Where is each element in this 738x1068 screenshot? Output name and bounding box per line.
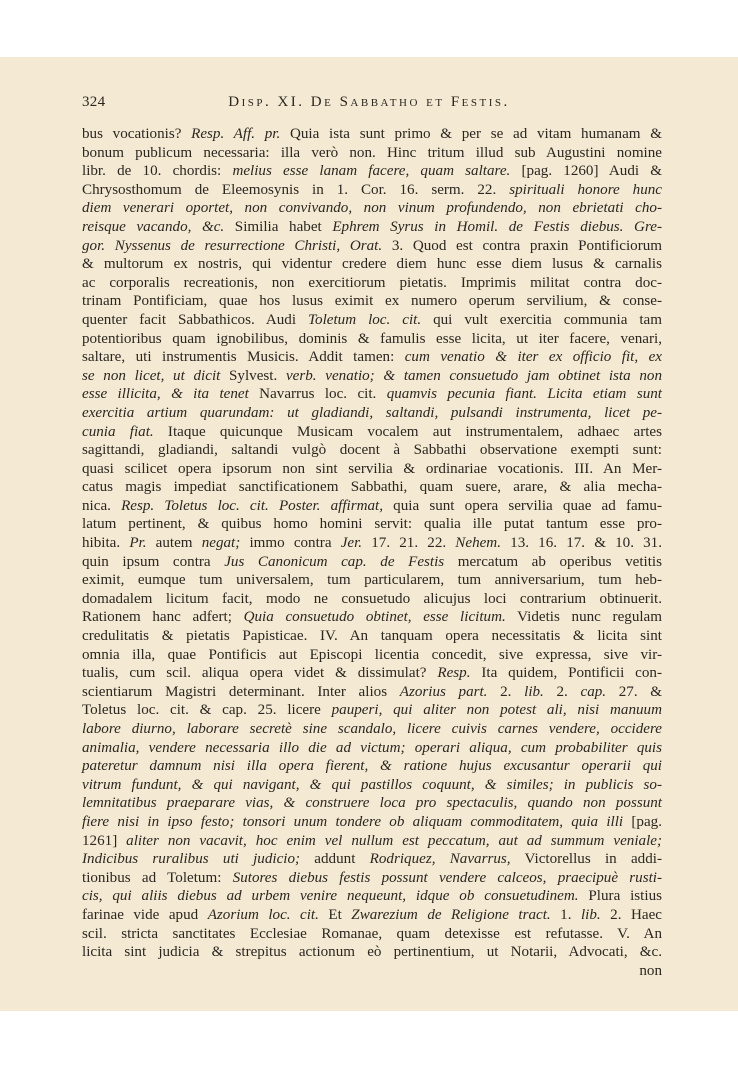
text-run: farinae vide apud (82, 906, 208, 923)
italic-text: Zwarezium de Religione tract. (351, 906, 551, 923)
italic-text: fiere nisi in ipso festo; tonsori unum tondere ob aliquam commoditatem, quia illi (82, 813, 624, 830)
text-run: Rationem hanc adfert; (82, 609, 244, 626)
text-run: Victorellus in addi- (510, 851, 662, 868)
italic-text: Jus Canonicum cap. de Festis (224, 553, 445, 570)
italic-text: Azorium loc. cit. (207, 906, 319, 923)
italic-text: lib. (524, 683, 544, 700)
text-run: autem (146, 535, 202, 552)
text-run: qui vult exercitia communia tam (421, 311, 663, 328)
text-line (82, 887, 662, 906)
text-line (82, 869, 662, 888)
text-run: quasi scilicet opera ipsorum non sint servilia & ordinariae vocationis. III. An Mer- (82, 460, 662, 477)
text-run: [pag. 1260] Audi & (510, 163, 662, 180)
text-run: 2. (543, 683, 581, 700)
text-run: catus magis impediat sanctificationem Sabbathi, quam suere, arare, & alia mecha- (82, 479, 662, 496)
text-run: Itaque quicunque Musicam vocalem aut instrumentalem, adhaec artes (153, 423, 662, 440)
running-title: Disp. XI. De Sabbatho et Festis. (228, 94, 510, 110)
italic-text: cunia fiat. (82, 423, 154, 440)
italic-text: Pr. (129, 535, 147, 552)
text-line (82, 144, 662, 163)
text-line (82, 162, 662, 181)
italic-text: Ephrem Syrus in Homil. de Festis diebus. Gre- (332, 218, 662, 235)
italic-text: labore diurno, laborare secretè sine scandalo, licere cuivis carnes vendere, occidere (82, 721, 662, 737)
text-line (82, 237, 662, 256)
text-run: domadalem licitum facit, modo ne consuetudo alicujus loci contrarium obtinuerit. (82, 590, 662, 607)
text-run: Quia ista sunt primo & per se ad vitam humanam & (280, 126, 662, 142)
text-line (82, 292, 662, 311)
text-line (82, 776, 662, 795)
italic-text: spirituali honore hunc (509, 181, 662, 198)
text-run: ac corporalis recreationis, non exercitiorum pietatis. Imprimis militat contra doc- (82, 274, 662, 291)
text-run: bus vocationis? (82, 126, 192, 142)
text-line (82, 255, 662, 274)
text-run: Ita quidem, Pontificii con- (470, 665, 662, 682)
text-run: 1261] (82, 832, 127, 849)
italic-text: cap. (580, 683, 607, 700)
text-run: quin ipsum contra (82, 553, 225, 570)
text-line (82, 385, 662, 404)
text-run: 27. & (606, 683, 663, 700)
italic-text: Azorius part. (399, 683, 488, 700)
italic-text: Toletum loc. cit. (308, 311, 422, 328)
text-run: addunt (300, 851, 370, 868)
text-line (82, 460, 662, 479)
text-line (82, 757, 662, 776)
italic-text: se non licet, ut dicit (82, 367, 221, 384)
text-run: potentioribus quam ignobilibus, dominis & famulis esse licita, ut iter facere, venari, (82, 330, 662, 347)
text-line (82, 367, 662, 386)
italic-text: verb. venatio; & tamen consuetudo jam obtinet ista non (285, 367, 662, 384)
text-line (82, 423, 662, 442)
text-line (82, 794, 662, 813)
italic-text: Resp. Toletus loc. cit. Poster. affirmat, (121, 497, 384, 514)
text-run: 1. (550, 906, 581, 923)
text-line (82, 125, 662, 144)
text-run: scientiarum Magistri determinant. Inter alios (82, 683, 400, 700)
italic-text: Sutores diebus festis possunt vendere calceos, praecipuè rusti- (232, 869, 663, 886)
italic-text: cis, qui aliis diebus ad urbem venire nequeunt, idque ob consuetudinem. (82, 888, 579, 905)
text-run: Navarrus loc. cit. (248, 386, 387, 403)
text-run: tionibus ad Toletum: (82, 869, 233, 886)
text-line (82, 330, 662, 349)
text-run: 2. Haec (600, 906, 662, 923)
text-run: omnia illa, quae Pontificis aut Episcopi licentia concedit, sive expressa, sive vir- (82, 646, 662, 663)
text-line (82, 925, 662, 944)
text-run: Chrysosthomum de Eleemosynis in 1. Cor. 16. serm. 22. (82, 181, 510, 198)
text-run: 13. 16. 17. & 10. 31. (500, 535, 662, 552)
italic-text: melius esse lanam facere, quam saltare. (232, 163, 511, 180)
italic-text: Jer. (340, 535, 363, 552)
italic-text: lemnitatibus praeparare vias, & construere loca pro spectaculis, quando non possunt (82, 795, 662, 812)
italic-text: Resp. (437, 665, 471, 682)
text-line (82, 553, 662, 572)
text-run: latum pertinent, & quibus homo homini servit: qualia ille putat tantum esse pro- (82, 516, 662, 533)
italic-text: vitrum fundunt, & qui navigant, & qui pastillos coquunt, & similes; in publicis so- (82, 776, 662, 793)
text-run: 17. 21. 22. (362, 535, 456, 552)
text-run: eximit, eumque tum universalem, tum particularem, tum anniversarium, tum heb- (82, 572, 662, 589)
italic-text: Nehem. (455, 535, 501, 552)
italic-text: animalia, vendere necessaria illo die ad victum; operari aliqua, cum probabiliter quis (82, 739, 662, 756)
text-line (82, 943, 662, 962)
text-line (82, 701, 662, 720)
text-line (82, 441, 662, 460)
text-line (82, 311, 662, 330)
text-run: tualis, cum scil. aliqua opera videt & dissimulat? (82, 665, 438, 682)
page-number: 324 (82, 94, 106, 110)
text-line (82, 534, 662, 553)
italic-text: pauperi, qui aliter non potest ali, nisi manuum (331, 702, 662, 719)
italic-text: exercitia artium quarundam: ut gladiandi, saltandi, pulsandi instrumenta, licet pe- (82, 404, 662, 421)
text-line (82, 478, 662, 497)
text-line (82, 832, 662, 851)
text-run: 2. (487, 683, 525, 700)
italic-text: gor. Nyssenus de resurrectione Christi, Orat. (82, 237, 383, 254)
text-line (82, 404, 662, 423)
text-line (82, 664, 662, 683)
text-run: Et (318, 906, 352, 923)
text-line (82, 590, 662, 609)
text-line (82, 906, 662, 925)
text-line (82, 199, 662, 218)
text-run: mercatum ab operibus vetitis (444, 553, 662, 570)
text-line (82, 813, 662, 832)
text-line (82, 720, 662, 739)
italic-text: Indicibus ruralibus uti judicio; (82, 851, 301, 868)
italic-text: Rodriquez, Navarrus, (369, 851, 511, 868)
text-line (82, 348, 662, 367)
italic-text: quamvis pecunia fiant. Licita etiam sunt (386, 386, 662, 403)
text-run: [pag. (623, 813, 662, 830)
text-line (82, 608, 662, 627)
italic-text: diem venerari oportet, non convivando, non vinum profundendo, non ebrietati cho- (82, 200, 662, 217)
text-line (82, 683, 662, 702)
text-run: trinam Pontificiam, quae hos lusus eximit ex numero operum servilium, & conse- (82, 293, 662, 310)
text-run: nica. (82, 497, 122, 514)
text-line (82, 274, 662, 293)
text-run: credulitatis & pietatis Papisticae. IV. An tanquam opera necessitatis & licita sint (82, 628, 662, 645)
italic-text: pateretur damnum nisi illa opera fierent, & ratione hujus excusantur operarii qui (82, 758, 662, 775)
text-run: bonum publicum necessaria: illa verò non. Hinc tritum illud sub Augustini nomine (82, 144, 662, 161)
text-line (82, 962, 662, 981)
text-run: hibita. (82, 535, 130, 552)
text-run: Plura istius (578, 888, 662, 905)
italic-text: reisque vacando, &c. (82, 218, 225, 235)
text-run: saltare, uti instrumentis Musicis. Addit tamen: (82, 349, 405, 366)
text-line (82, 739, 662, 758)
text-line (82, 646, 662, 665)
italic-text: lib. (580, 906, 601, 923)
italic-text: Quia consuetudo obtinet, esse licitum. (243, 609, 506, 626)
text-run: 3. Quod est contra praxin Pontificiorum (382, 237, 663, 254)
text-line (82, 515, 662, 534)
text-run: Similia habet (224, 218, 333, 235)
text-run: scil. stricta sanctitates Ecclesiae Romanae, quam detexisse est refutasse. V. An (82, 925, 662, 942)
text-run: immo contra (240, 535, 341, 552)
italic-text: aliter non vacavit, hoc enim vel nullum est peccatum, aut ad summum veniale; (126, 832, 662, 849)
text-run: libr. de 10. chordis: (82, 163, 233, 180)
text-run: & multorum ex nostris, qui videntur credere diem hunc esse diem lusus & carnalis (82, 256, 662, 273)
text-line (82, 571, 662, 590)
italic-text: Resp. Aff. pr. (191, 126, 281, 142)
italic-text: esse illicita, & ita tenet (82, 386, 249, 403)
text-line (82, 627, 662, 646)
italic-text: negat; (201, 535, 241, 552)
text-line (82, 497, 662, 516)
text-line (82, 181, 662, 200)
text-run: Sylvest. (220, 367, 286, 384)
text-line (82, 850, 662, 869)
italic-text: cum venatio & iter ex officio fit, ex (404, 349, 663, 366)
text-run: quia sunt opera servilia quae ad famu- (383, 497, 662, 514)
text-run: Videtis nunc regulam (505, 609, 662, 626)
body-text (82, 125, 662, 980)
page-header (82, 94, 656, 114)
text-run: non (639, 962, 662, 979)
text-line (82, 218, 662, 237)
book-page (0, 57, 738, 1011)
text-run: quenter facit Sabbathicos. Audi (82, 311, 309, 328)
text-run: licita sint judicia & strepitus actionum eò pertinentium, ut Notarii, Advocati, &c. (82, 944, 662, 961)
text-run: Toletus loc. cit. & cap. 25. licere (82, 702, 332, 719)
text-run: sagittandi, gladiandi, saltandi vulgò docent à Sabbathi observatione exempti sunt: (82, 442, 662, 459)
